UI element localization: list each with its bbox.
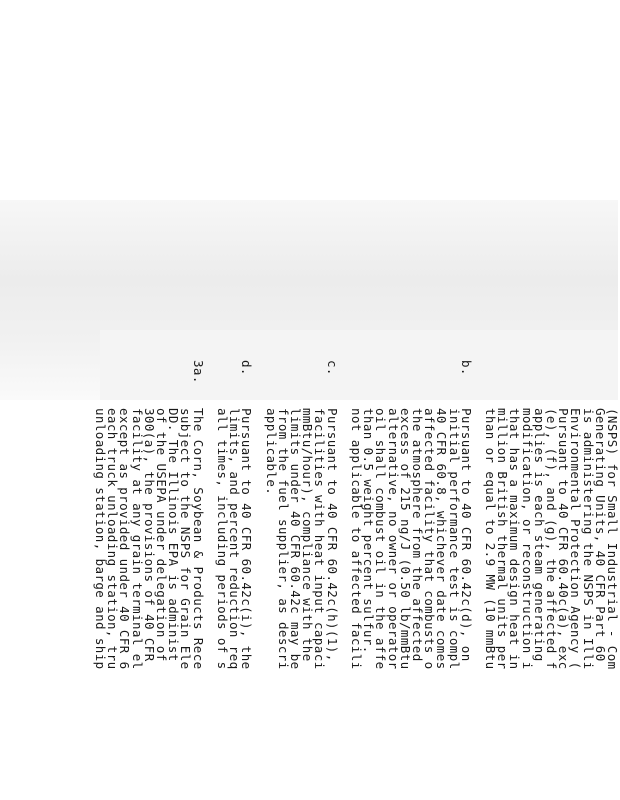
text-line: not applicable to affected facili (349, 408, 365, 670)
text-line: subject to the NSPS for Grain Ele (178, 408, 194, 670)
text-line: is administering the NSPS in Illi (580, 408, 596, 670)
text-line: than 0.5 weight percent sulfur. (361, 408, 377, 654)
paragraph-body (350, 408, 472, 800)
text-line: Environmental Protection Agency ( (568, 408, 584, 670)
text-line: Pursuant to 40 CFR 60.42c(h)(1), (324, 408, 340, 662)
paragraph-b (350, 360, 472, 800)
text-line: limits, and percent reduction req (227, 408, 243, 670)
text-line: mmBtu/hour), compliance with the (300, 408, 316, 662)
text-line: that has a maximum design heat in (507, 408, 523, 670)
paragraph-body (484, 408, 618, 800)
text-line: million British thermal units per (495, 408, 511, 670)
text-line: all times, including periods of s (215, 408, 230, 670)
text-line: 300(a), the provisions of 40 CFR (141, 408, 157, 662)
text-line: (NSPS) for Small Industrial - Com (605, 408, 620, 670)
text-line: facilities with heat input capaci (312, 408, 328, 670)
text-line: oil shall combust oil in the affe (373, 408, 389, 670)
rotated-document-text (94, 360, 618, 800)
text-line: of the USEPA under delegation of (154, 408, 170, 662)
text-line: except as provided under 40 CFR 6 (117, 408, 133, 670)
paragraph-body (265, 408, 338, 800)
text-line: the atmosphere from the affected (410, 408, 425, 662)
paragraph-intro (484, 360, 618, 800)
text-line: alternative, no owner or operator (385, 408, 401, 670)
text-line: (e), (f), and (g), the affected f (544, 408, 560, 670)
text-line: facility at any grain terminal el (129, 408, 145, 670)
text-line: DD. The Illinois EPA is administ (166, 408, 182, 662)
text-line: affected facility that combusts o (422, 408, 438, 670)
paragraph-marker: c. (324, 360, 340, 376)
text-line: Pursuant to 40 CFR 60.40c(a), exc (556, 408, 572, 670)
text-line: than or equal to 2.9 MW (10 mmBtu (483, 408, 499, 670)
paragraph-marker: d. (239, 360, 255, 376)
text-line: applies is each steam generating (531, 408, 547, 662)
paragraph-marker (484, 360, 618, 408)
text-line: Pursuant to 40 CFR 60.42c(i), the (239, 408, 255, 670)
paragraph-marker: b. (458, 360, 474, 376)
paragraph-body (216, 408, 253, 800)
paragraph-body (94, 408, 204, 800)
text-line: limits under 40 CFR 60.42c may be (288, 408, 304, 670)
text-line: Pursuant to 40 CFR 60.42c(d), on (458, 408, 474, 662)
text-line: from the fuel supplier, as descri (275, 408, 291, 670)
text-line: Generating Units, 40 CFR Part 60 (592, 408, 608, 662)
text-line: excess of 215 ng/J (0.50 lb/mmBtu (397, 408, 413, 670)
text-line: each truck unloading station, tru (105, 408, 121, 670)
text-line: 40 CFR 60.8, whichever date comes (434, 408, 450, 670)
text-line: applicable. (263, 408, 279, 496)
text-line: initial performance test is compl (446, 408, 462, 670)
paragraph-marker: 3a. (190, 360, 206, 384)
text-line: unloading station, barge and ship (93, 408, 109, 670)
text-line: The Corn, Soybean & Products Rece (190, 408, 206, 670)
paragraph-3a (94, 360, 204, 800)
paragraph-c (265, 360, 338, 800)
text-line: modification, or reconstruction i (519, 408, 535, 670)
paragraph-d (216, 360, 253, 800)
